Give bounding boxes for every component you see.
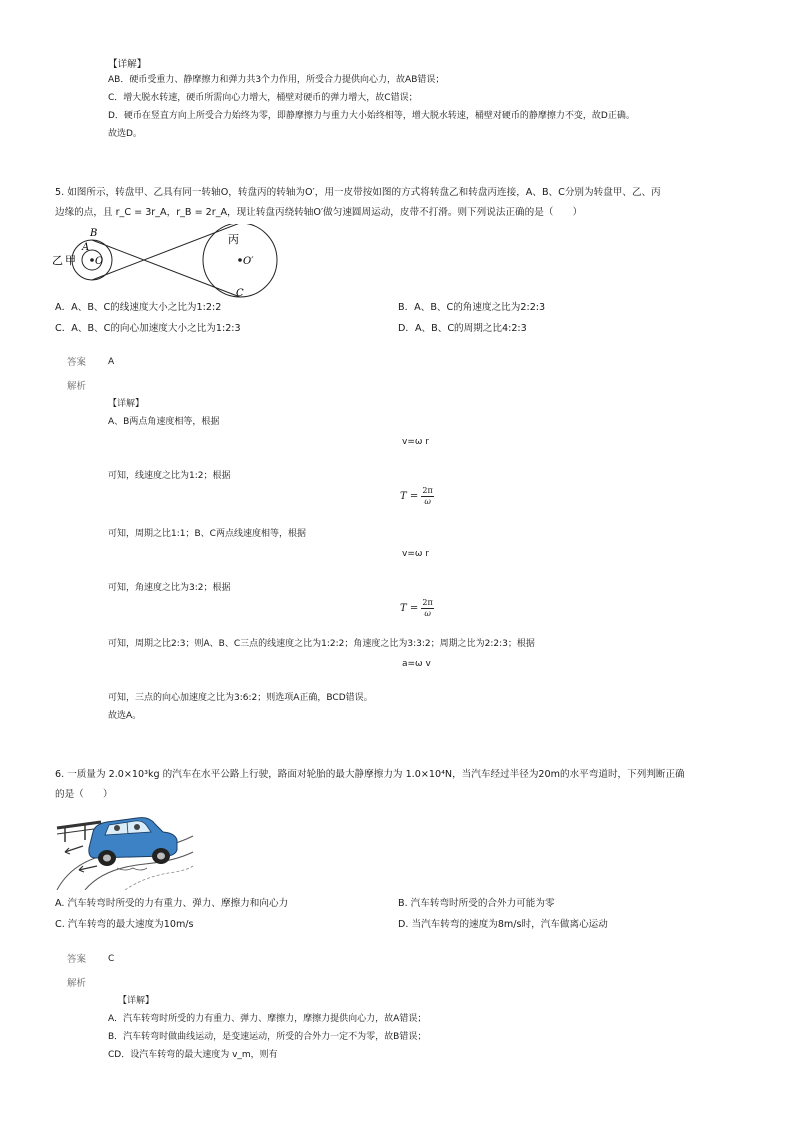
q6-option-a: A. 汽车转弯时所受的力有重力、弹力、摩擦力和向心力 bbox=[55, 898, 289, 909]
q5-detail-line-1: A、B两点角速度相等，根据 bbox=[108, 417, 220, 427]
q5-answer-label: 答案 bbox=[67, 357, 87, 368]
q5-formula-1: v=ω r bbox=[402, 437, 429, 447]
top-detail-heading: 【详解】 bbox=[108, 59, 147, 70]
q5-stem-line-2: 边缘的点，且 r_C = 3r_A，r_B = 2r_A，现让转盘丙绕转轴O′做匀速圆周运动，皮带不打滑。则下列说法正确的是（ ） bbox=[55, 207, 583, 218]
q6-detail-line-2: B．汽车转弯时做曲线运动，是变速运动，所受的合外力一定不为零，故B错误； bbox=[108, 1032, 427, 1042]
top-detail-line-2: C．增大脱水转速，硬币所需向心力增大，桶壁对硬币的弹力增大，故C错误； bbox=[108, 93, 418, 103]
q5-formula-3: v=ω r bbox=[402, 549, 429, 559]
q6-analysis-label: 解析 bbox=[67, 978, 87, 989]
car-turning-illustration bbox=[55, 806, 195, 890]
q5-detail-line-2: 可知，线速度之比为1:2；根据 bbox=[108, 471, 231, 481]
q5-detail-heading: 【详解】 bbox=[108, 399, 145, 409]
q5-detail-line-6: 可知，三点的向心加速度之比为3:6:2；则选项A正确，BCD错误。 bbox=[108, 693, 373, 703]
top-detail-line-1: AB．硬币受重力、静摩擦力和弹力共3个力作用，所受合力提供向心力，故AB错误； bbox=[108, 75, 445, 85]
q5-formula-5: a=ω v bbox=[402, 659, 431, 669]
top-detail-line-3: D．硬币在竖直方向上所受合力始终为零，即静摩擦力与重力大小始终相等，增大脱水转速，桶壁对硬币的静摩擦力不变，故D正确。 bbox=[108, 111, 635, 121]
q5-option-c: C．A、B、C的向心加速度大小之比为1:2:3 bbox=[55, 323, 241, 334]
q6-answer-label: 答案 bbox=[67, 954, 87, 965]
q5-answer-value: A bbox=[108, 357, 115, 367]
q5-option-d: D．A、B、C的周期之比4:2:3 bbox=[398, 323, 527, 334]
formula-lhs: T = bbox=[400, 491, 419, 502]
q6-answer-value: C bbox=[108, 954, 115, 964]
formula-numerator: 2π bbox=[422, 598, 433, 607]
figure-label-bing: 丙 bbox=[228, 233, 239, 246]
q6-option-c: C. 汽车转弯的最大速度为10m/s bbox=[55, 919, 194, 930]
figure-label-a: A bbox=[82, 242, 90, 253]
q5-option-b: B．A、B、C的角速度之比为2:2:3 bbox=[398, 302, 546, 313]
figure-label-jia: 甲 bbox=[65, 254, 76, 267]
formula-numerator: 2π bbox=[422, 486, 433, 495]
q6-stem-line-2: 的是（ ） bbox=[55, 789, 113, 800]
q6-stem-line-1: 6. 一质量为 2.0×10³kg 的汽车在水平公路上行驶，路面对轮胎的最大静摩擦力为 1.0×10⁴N，当汽车经过半径为20m的水平弯道时，下列判断正确 bbox=[55, 769, 685, 780]
figure-label-c: C bbox=[236, 288, 244, 298]
pulley-diagram bbox=[52, 224, 312, 298]
figure-label-o-prime: O′ bbox=[243, 256, 254, 267]
top-detail-line-4: 故选D。 bbox=[108, 129, 142, 139]
q5-detail-line-4: 可知，角速度之比为3:2；根据 bbox=[108, 583, 231, 593]
formula-lhs: T = bbox=[400, 603, 419, 614]
q5-stem-line-1: 5. 如图所示，转盘甲、乙具有同一转轴O，转盘丙的转轴为O′，用一皮带按如图的方式将转盘乙和转盘丙连接，A、B、C分别为转盘甲、乙、丙 bbox=[55, 187, 661, 198]
q5-option-a: A．A、B、C的线速度大小之比为1:2:2 bbox=[55, 302, 222, 313]
q5-detail-line-3: 可知，周期之比1:1；B、C两点线速度相等，根据 bbox=[108, 529, 306, 539]
q5-formula-2 bbox=[400, 486, 434, 507]
q5-formula-4 bbox=[400, 598, 434, 619]
q5-detail-line-7: 故选A。 bbox=[108, 711, 142, 721]
q6-option-d: D. 当汽车转弯的速度为8m/s时，汽车做离心运动 bbox=[398, 919, 608, 930]
q6-detail-line-3: CD．设汽车转弯的最大速度为 v_m，则有 bbox=[108, 1050, 278, 1060]
q6-detail-heading: 【详解】 bbox=[118, 996, 155, 1006]
q6-option-b: B. 汽车转弯时所受的合外力可能为零 bbox=[398, 898, 555, 909]
formula-denominator: ω bbox=[424, 497, 431, 506]
figure-label-o: O bbox=[95, 256, 104, 267]
figure-label-b: B bbox=[90, 228, 98, 239]
formula-denominator: ω bbox=[424, 609, 431, 618]
q5-detail-line-5: 可知，周期之比2:3；则A、B、C三点的线速度之比为1:2:2；角速度之比为3:3:2；周期之比为2:2:3；根据 bbox=[108, 639, 535, 649]
q6-detail-line-1: A．汽车转弯时所受的力有重力、弹力、摩擦力，摩擦力提供向心力，故A错误； bbox=[108, 1014, 427, 1024]
q5-analysis-label: 解析 bbox=[67, 381, 87, 392]
figure-label-yi: 乙 bbox=[52, 254, 63, 267]
